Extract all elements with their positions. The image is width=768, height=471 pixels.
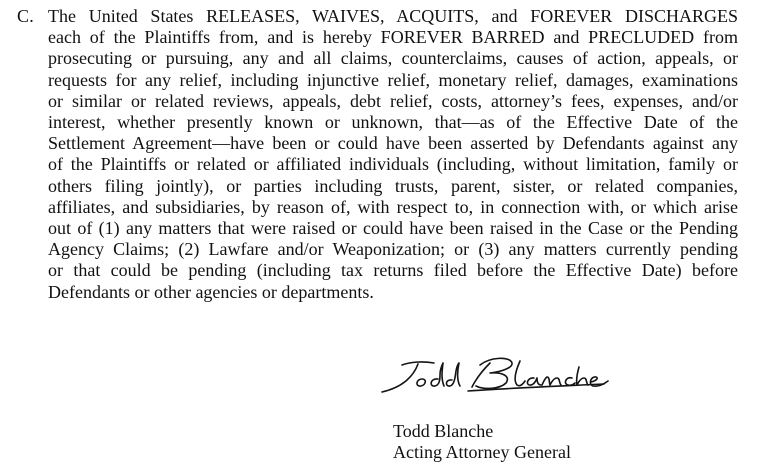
clause-line: out of (1) any matters that were raised or could have been raised in the Case or the Pending <box>48 218 738 239</box>
signature-drawing <box>372 345 612 405</box>
clause-line: each of the Plaintiffs from, and is hereby FOREVER BARRED and PRECLUDED from <box>48 27 738 48</box>
clause-line: or similar or related reviews, appeals, debt relief, costs, attorney’s fees, expenses, and/or <box>48 90 738 111</box>
clause-line: interest, whether presently known or unknown, that—as of the Effective Date of the <box>48 112 738 133</box>
clause-marker: C. <box>17 6 34 26</box>
clause-line: Settlement Agreement—have been or could have been asserted by Defendants against any <box>48 133 738 154</box>
clause-line: others filing jointly), or parties including trusts, parent, sister, or related companies, <box>48 175 738 196</box>
signature-block <box>393 421 571 463</box>
handwritten-signature <box>372 345 612 405</box>
clause-line: Defendants or other agencies or departments. <box>48 281 374 302</box>
clause-line: of the Plaintiffs or related or affiliated individuals (including, without limitation, family or <box>48 154 738 175</box>
clause-line: prosecuting or pursuing, any and all claims, counterclaims, causes of action, appeals, or <box>48 48 738 69</box>
signer-title: Acting Attorney General <box>393 442 571 462</box>
clause-line: affiliates, and subsidiaries, by reason of, with respect to, in connection with, or which arise <box>48 196 738 217</box>
clause-text <box>48 6 738 303</box>
clause-line: requests for any relief, including injunctive relief, monetary relief, damages, examinations <box>48 69 738 90</box>
signer-name: Todd Blanche <box>393 421 494 441</box>
clause-line: or that could be pending (including tax returns filed before the Effective Date) before <box>48 260 738 281</box>
clause-line: The United States RELEASES, WAIVES, ACQUITS, and FOREVER DISCHARGES <box>48 6 738 26</box>
clause-line: Agency Claims; (2) Lawfare and/or Weaponization; or (3) any matters currently pending <box>48 239 738 260</box>
